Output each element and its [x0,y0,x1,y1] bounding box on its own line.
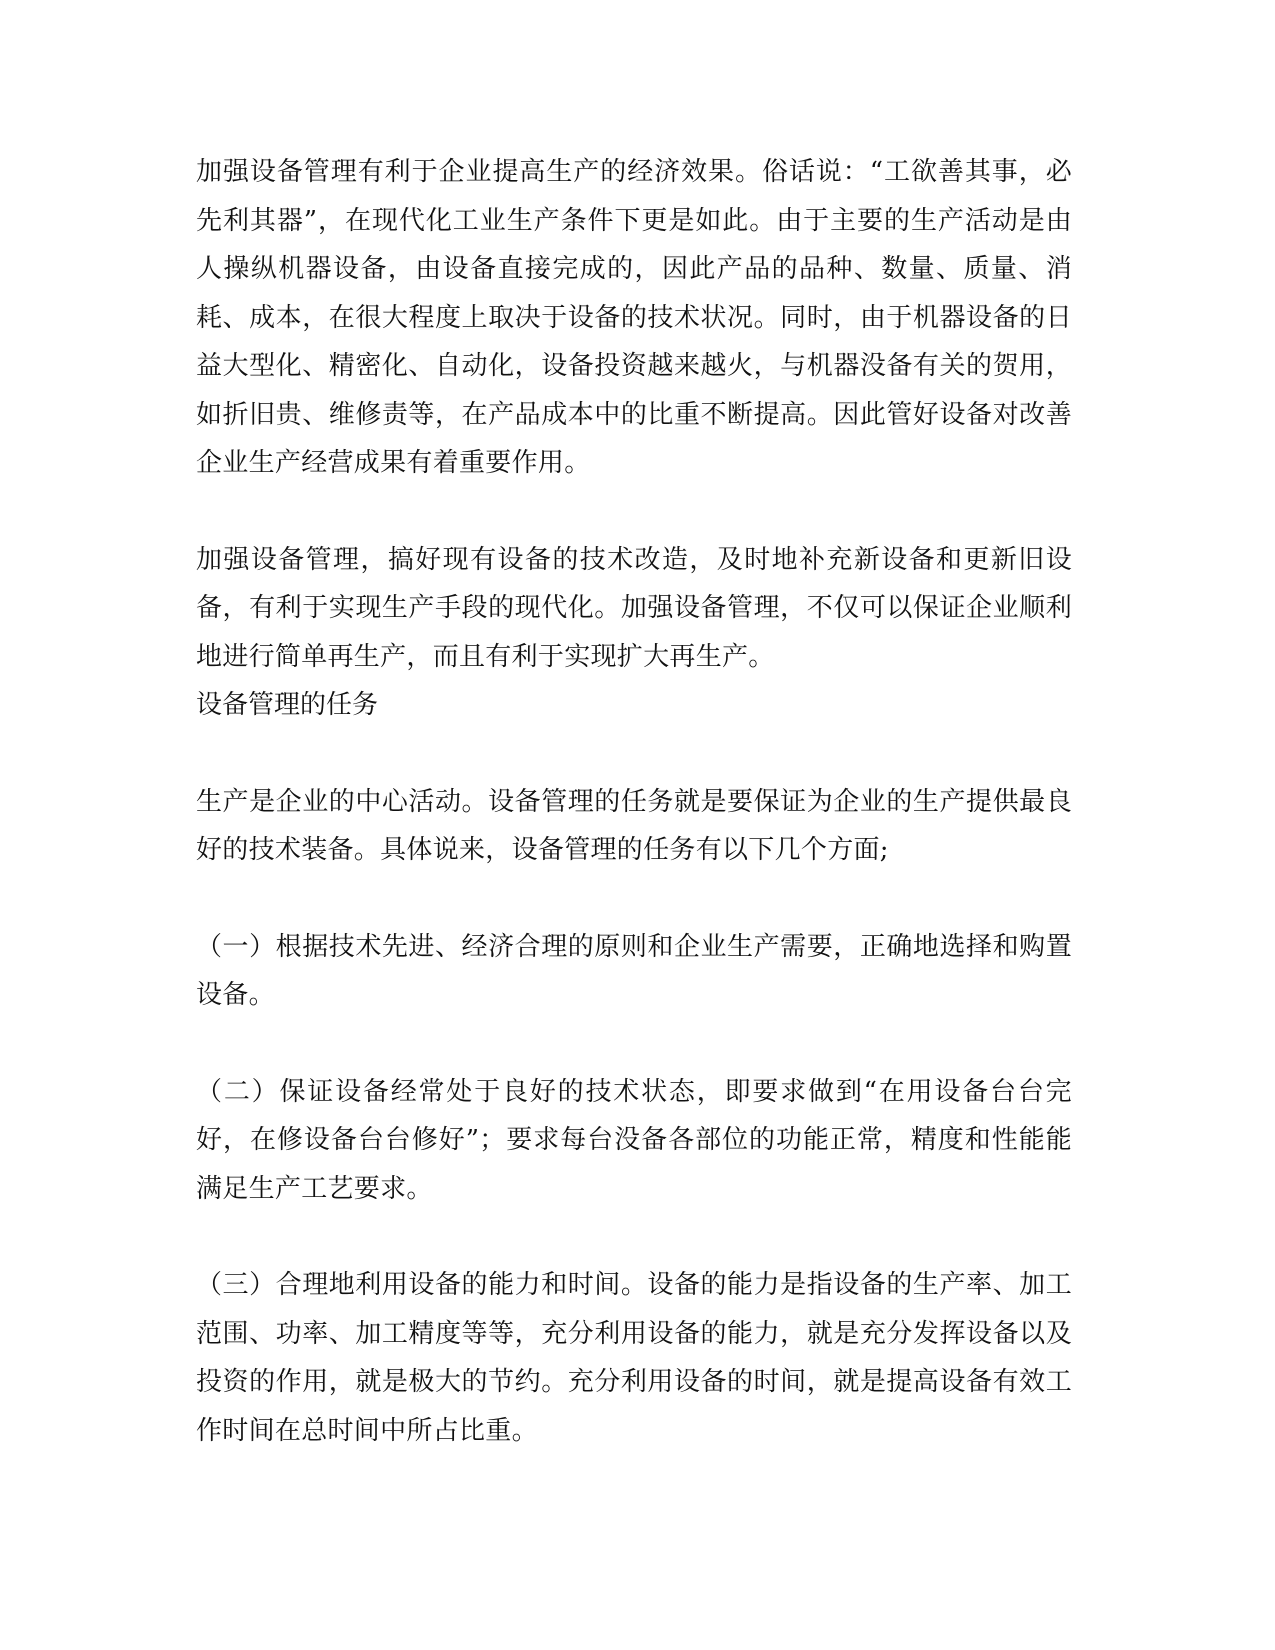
section-heading: 设备管理的任务 [196,690,379,720]
paragraph-importance-economic: 加强设备管理有利于企业提高生产的经济效果。俗话说：“工欲善其事，必先利其器”，在现代化工业生产条件下更是如此。由于主要的生产活动是由人操纵机器设备，由设备直接完成的，因此产品的品种、数量、质量、消耗、成本，在很大程度上取决于设备的技术状况。同时，由于机器设备的日益大型化、精密化、自动化，设备投资越来越火，与机器没备有关的贺用，如折旧贵、维修责等，在产品成本中的比重不断提高。因此管好设备对改善企业生产经营成果有着重要作用。 [196,157,1072,478]
document-page [196,148,1072,1455]
paragraph-gap [196,875,1072,923]
paragraph-task-one: （一）根据技术先进、经济合理的原则和企业生产需要，正确地选择和购置设备。 [196,931,1072,1010]
paragraph-gap [196,730,1072,778]
paragraph-task-two: （二）保证设备经常处于良好的技术状态，即要求做到“在用设备台台完好，在修设备台台修好”；要求每台没备各部位的功能正常，精度和性能能满足生产工艺要求。 [196,1076,1072,1204]
paragraph-gap [196,1020,1072,1068]
paragraph-gap [196,1213,1072,1261]
paragraph-gap [196,488,1072,536]
paragraph-importance-modernization: 加强设备管理，搞好现有设备的技术改造，及时地补充新设备和更新旧设备，有利于实现生产手段的现代化。加强设备管理，不仅可以保证企业顺利地进行简单再生产，而且有利于实现扩大再生产。 [196,544,1072,672]
paragraph-task-three: （三）合理地利用设备的能力和时间。设备的能力是指设备的生产率、加工范围、功率、加工精度等等，充分利用设备的能力，就是充分发挥设备以及投资的作用，就是极大的节约。充分利用设备的时间，就是提高设备有效工作时间在总时间中所占比重。 [196,1270,1072,1446]
paragraph-task-intro: 生产是企业的中心活动。设备管理的任务就是要保证为企业的生产提供最良好的技术装备。具体说来，设备管理的任务有以下几个方面; [196,786,1072,865]
